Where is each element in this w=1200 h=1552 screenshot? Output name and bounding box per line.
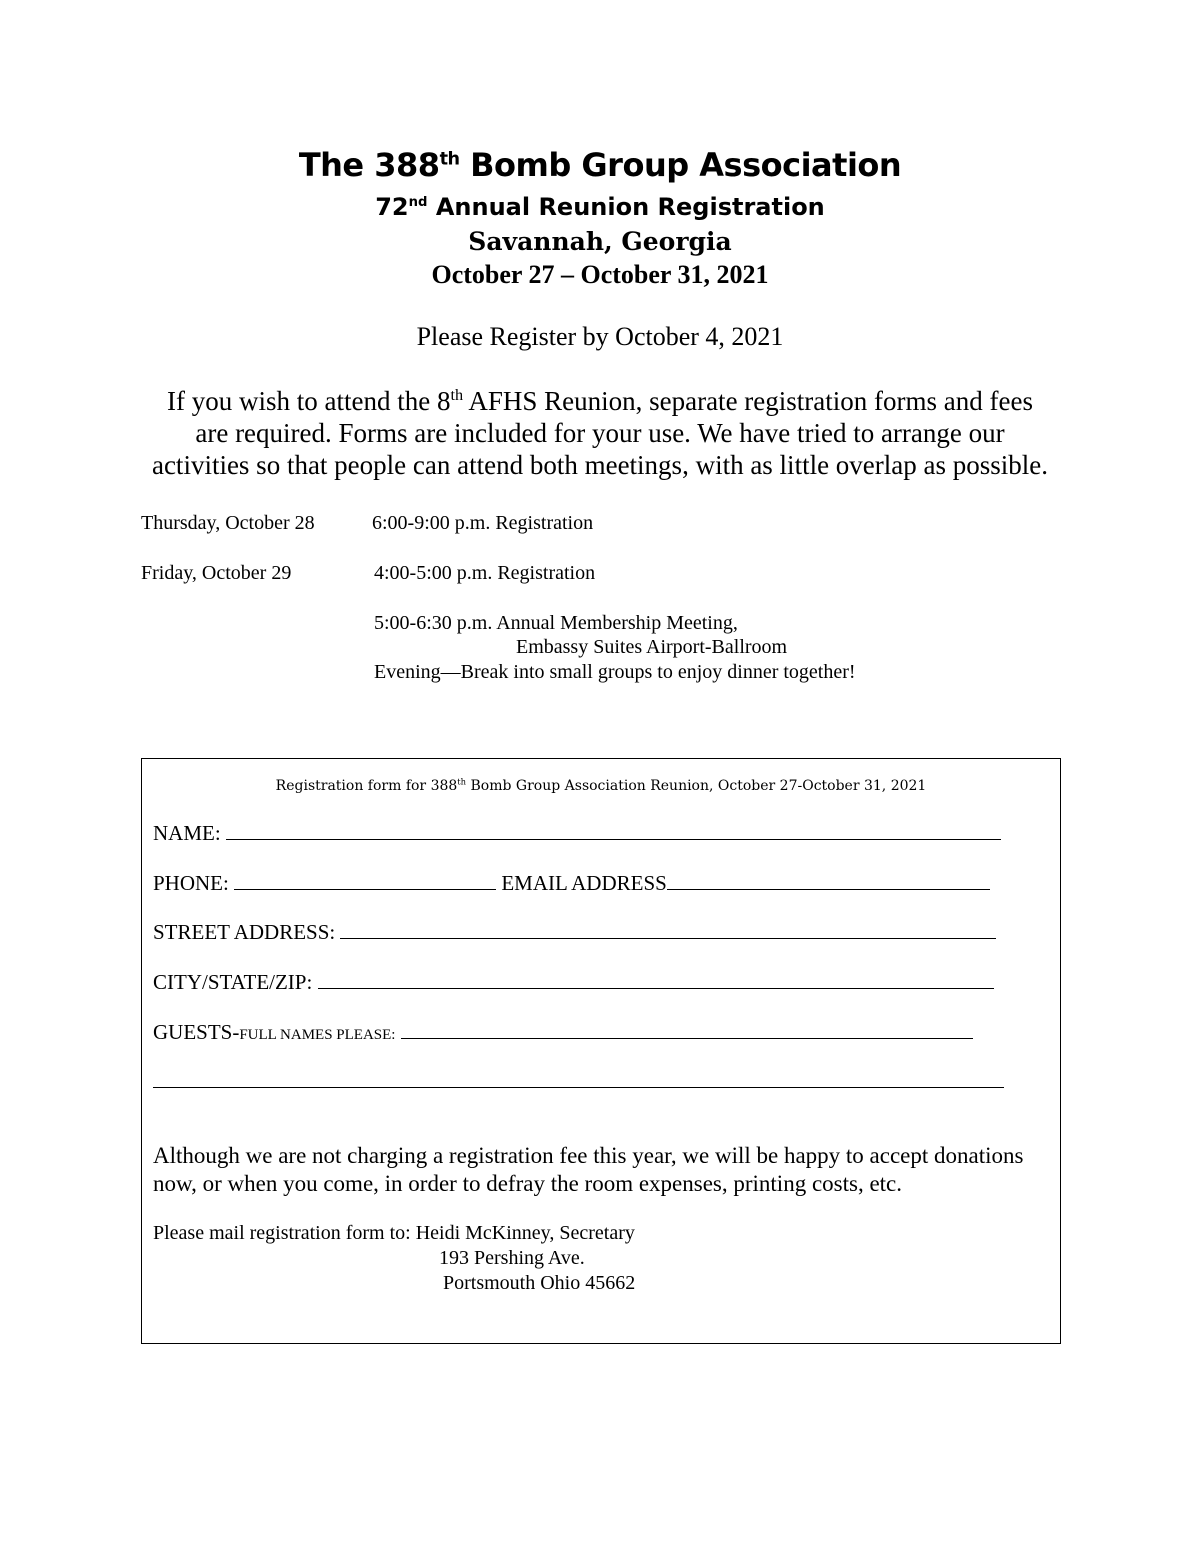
schedule-day-friday: Friday, October 29 bbox=[141, 562, 292, 584]
name-label: NAME: bbox=[153, 821, 221, 845]
guests-extra-line[interactable] bbox=[153, 1069, 1004, 1094]
guests-field[interactable] bbox=[153, 1020, 973, 1045]
form-header: Registration form for 388th Bomb Group Association Reunion, October 27-October 31, 2021 bbox=[275, 776, 927, 794]
phone-input-line[interactable] bbox=[234, 873, 496, 890]
email-label: EMAIL ADDRESS bbox=[501, 871, 667, 895]
schedule-item-venue: Embassy Suites Airport-Ballroom bbox=[516, 636, 788, 658]
registration-form bbox=[141, 758, 1061, 1344]
register-deadline: Please Register by October 4, 2021 bbox=[416, 322, 784, 351]
event-location: Savannah, Georgia bbox=[468, 227, 732, 256]
city-state-zip-label: CITY/STATE/ZIP: bbox=[153, 970, 313, 994]
schedule-evening: Evening—Break into small groups to enjoy dinner together! bbox=[374, 661, 856, 683]
guests-input-line[interactable] bbox=[401, 1022, 973, 1039]
name-input-line[interactable] bbox=[226, 823, 1001, 840]
mail-address-city: Portsmouth Ohio 45662 bbox=[443, 1272, 636, 1294]
city-state-zip-field[interactable] bbox=[153, 970, 994, 995]
phone-label: PHONE: bbox=[153, 871, 229, 895]
street-address-input-line[interactable] bbox=[340, 922, 996, 939]
intro-line-2: are required. Forms are included for your use. We have tried to arrange our bbox=[195, 418, 1005, 448]
guests-note: FULL NAMES PLEASE: bbox=[239, 1027, 396, 1043]
schedule-day-thursday: Thursday, October 28 bbox=[141, 512, 315, 534]
page-title: The 388th Bomb Group Association bbox=[298, 146, 902, 184]
schedule-item: 4:00-5:00 p.m. Registration bbox=[374, 562, 596, 584]
city-state-zip-input-line[interactable] bbox=[318, 972, 994, 989]
schedule-item: 6:00-9:00 p.m. Registration bbox=[372, 512, 594, 534]
guests-label: GUESTS- bbox=[153, 1020, 240, 1044]
name-field[interactable] bbox=[153, 821, 1001, 846]
event-dates: October 27 – October 31, 2021 bbox=[431, 260, 769, 289]
mail-address-street: 193 Pershing Ave. bbox=[439, 1247, 585, 1269]
street-address-field[interactable] bbox=[153, 920, 996, 945]
street-address-label: STREET ADDRESS: bbox=[153, 920, 336, 944]
intro-line-3: activities so that people can attend both meetings, with as little overlap as possible. bbox=[151, 450, 1049, 480]
intro-line-1: If you wish to attend the 8th AFHS Reunion, separate registration forms and fees bbox=[167, 386, 1033, 416]
phone-email-row bbox=[153, 871, 990, 896]
email-input-line[interactable] bbox=[667, 873, 990, 890]
page-subtitle: 72nd Annual Reunion Registration bbox=[375, 193, 825, 221]
mail-to-label: Please mail registration form to: Heidi McKinney, Secretary bbox=[153, 1222, 635, 1244]
schedule-item: 5:00-6:30 p.m. Annual Membership Meeting, bbox=[374, 612, 738, 634]
donation-note: Although we are not charging a registration fee this year, we will be happy to accept donations now, or when you come, in order to defray the room expenses, printing costs, etc. bbox=[153, 1143, 1024, 1196]
intro-paragraph bbox=[0, 385, 1200, 481]
guests-input-line-2[interactable] bbox=[153, 1071, 1004, 1088]
